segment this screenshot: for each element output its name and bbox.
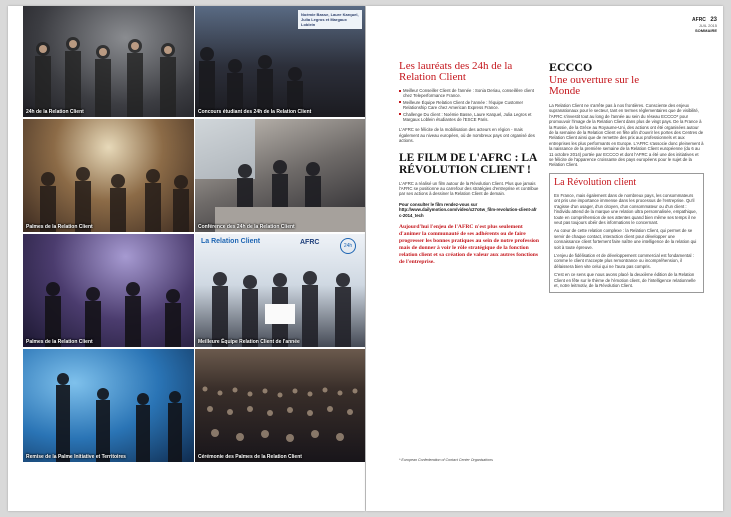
- afrc-logo: AFRC: [300, 239, 320, 246]
- header-brand: AFRC: [692, 17, 706, 23]
- photo-meilleure-equipe: [195, 234, 365, 347]
- photo-caption: Cérémonie des Palmes de la Relation Client: [198, 454, 302, 460]
- page-number: 23: [710, 17, 717, 23]
- photo-concours-etudiant: [195, 6, 365, 117]
- laureats-list: [399, 88, 539, 122]
- photo-caption: Palmes de la Relation Client: [26, 224, 93, 230]
- list-item: Meilleure Équipe Relation Client de l'année : l'équipe Customer Relationship Care chez American Express France.: [399, 100, 539, 111]
- header-section: SOMMAIRE: [695, 28, 717, 33]
- page-header: [692, 18, 717, 33]
- revolution-paragraph: En France, mais également dans de nombreux pays, les consommateurs ont pris une importance immense dans les processus de l'entreprise. Qu'il s'agisse d'un usager, d'un citoyen, d'un consommateur ou d'un client : l'individu attend de la marque une relation ultra personnalisée, empathique, toute en compréhension de ses attentes quand bien même ses temps il ne veut pas toujours obéir des informations le concernant.: [554, 192, 697, 225]
- students-sign: Noémie Basse, Laure Karquel, Julia Legros et Margaux Loblein: [298, 10, 362, 29]
- left-page: [8, 6, 365, 511]
- laureats-title: Les lauréats des 24h de la Relation Client: [399, 60, 513, 83]
- film-quote: Aujourd'hui l'enjeu de l'AFRC n'est plus seulement d'animer la communauté de ses adhérents ou de faire progresser les bonnes pratiques au sein de notre profession mais de donner à voir le rôle stratégique de la fonction relation client et sa création de valeur aux autres fonctions de l'entreprise.: [399, 224, 539, 266]
- badge-24h: 24h: [340, 238, 356, 254]
- revolution-paragraph: Au cœur de cette relation complexe : la Relation Client, qui permet de se servir de chaque contact, interaction client pour développer une connaissance client fortement faire naître une intelligence de la relation qui soit à toute épreuve.: [554, 228, 697, 250]
- photo-caption: Remise de la Palme Initiative et Territoires: [26, 454, 126, 460]
- right-column: [549, 61, 704, 293]
- photo-caption: Conférence des 24h de la Relation Client: [198, 224, 295, 230]
- footnote: * European Confederation of Contact Center Organisations: [399, 458, 493, 462]
- photo-palmes-2: [23, 234, 194, 347]
- eccco-subtitle: Une ouverture sur le Monde: [549, 74, 640, 97]
- photo-caption: Palmes de la Relation Client: [26, 339, 93, 345]
- photo-ceremonie: [195, 349, 365, 462]
- photo-palme-initiative: [23, 349, 194, 462]
- list-item: Challenge Du client : Noémie Basse, Laure Karquel, Julia Legros et Margaux Loblein étudiantes de l'ESCE Paris.: [399, 112, 539, 123]
- revolution-paragraph: L'enjeu de fidélisation et de développement commercial est fondamental : comme le client n'accepte plus remontrance ou incompréhension, il délaissera bien vite celui qui ne l'aura pas compris.: [554, 252, 694, 269]
- left-column: [399, 61, 539, 269]
- film-title: LE FILM DE L'AFRC : LA RÉVOLUTION CLIENT !: [399, 151, 537, 176]
- eccco-title: ECCCO: [549, 60, 593, 74]
- photo-palmes-1: [23, 119, 194, 232]
- event-logo-text: La Relation Client: [201, 238, 261, 245]
- revolution-paragraph: C'est en ce sens que nous avons placé la deuxième édition de la Relation Client en fête sur le thème de l'émotion client, de l'intelligence relationnelle et, notre leitmotiv, de la Révolution Client.: [554, 272, 696, 288]
- header-date: JUIL 2015: [698, 23, 717, 28]
- revolution-title: La Révolution client: [554, 176, 637, 188]
- right-page: [366, 6, 723, 511]
- photo-caption: Meilleure Équipe Relation Client de l'année: [198, 339, 300, 345]
- film-text: L'AFRC a réalisé un film autour de la Révolution Client. Plus que jamais l'AFRC se positionne au carrefour des stratégies d'entreprise et contribue par ses actions à dessiner la Relation Client de demain.: [399, 180, 539, 197]
- photo-caption: 24h de la Relation Client: [26, 109, 84, 115]
- revolution-box: [549, 173, 704, 294]
- laureats-text: L'AFRC se félicite de la mobilisation des acteurs en région - mais également au niveau européen, où de nombreux pays ont organisé des actions.: [399, 127, 535, 144]
- photo-24h-relation-client: [23, 6, 194, 117]
- film-link-label: Pour consulter le film rendez-vous sur: [399, 201, 478, 207]
- photo-conference: [195, 119, 365, 232]
- photo-caption: Concours étudiant des 24h de la Relation Client: [198, 109, 312, 115]
- film-link[interactable]: http://www.dailymotion.com/video/x27c6w_film-revolution-client-afrc-2014_tech: [399, 207, 537, 218]
- eccco-text: La Relation Client ne s'arrête pas à nos frontières. Consciente des enjeux supranationaux pour le secteur, tant en termes réglementaires que de visibilité, l'AFRC s'investit tout au long de l'année au sein du réseau ECCCO* pour promouvoir l'image de la Relation Client dans plus de vingt pays. De la France à la Russie, de la Grèce au Royaume-Uni, des actions ont été organisées autour de la semaine de la Relation Client en fête afin d'ouvrir les portes des Centres de Relation Client ainsi que de remettre des prix aux professionnels et aux entreprises les plus performants en Europe. L'AFRC s'associe donc pleinement à la naissance de la première semaine de la Relation Client européenne (du 6 au 11 octobre 2014) portée par ECCCO et dont l'AFRC a été une des initiatives et se félicite de l'apparence croissante des pays européens pour le sujet de la Relation Client.: [549, 103, 704, 168]
- list-item: Meilleur Conseiller Client de l'année : Sonia Deriau, conseillère client chez Teleperformance France.: [399, 88, 539, 99]
